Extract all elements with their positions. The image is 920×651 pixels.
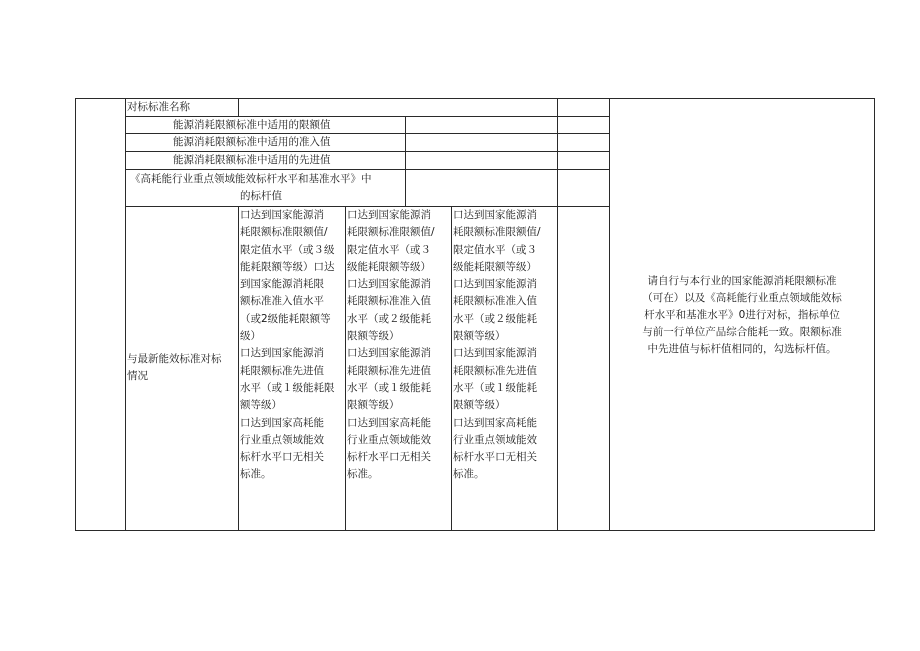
rule-option-col1-left <box>238 206 239 531</box>
rule-top <box>75 98 875 99</box>
rule-outer-right <box>874 98 875 531</box>
rule-narrow-col-left <box>557 98 558 531</box>
note-line-1: 请自行与本行业的国家能源消耗限额标准 <box>647 275 837 287</box>
option-column-1: 口达到国家能源消 耗限额标准限额值/ 限定值水平（或３级 能耗限额等级）口达 到国家能源消耗限 额标准准入值水平 （或2级能耗限额等 级） 口达到国家能源消 耗限额标准先进值 水平（或１级能耗限 额等级） 口达到国家高耗能 行业重点领域能效 标杆水平口无相关 标准。 <box>240 209 335 481</box>
option-column-2: 口达到国家能源消 耗限额标准限额值/ 限定值水平（或３ 级能耗限额等级） 口达到国家能源消 耗限额标准准入值 水平（或２级能耗 限额等级） 口达到国家能源消 耗限额标准先进值 水平（或１级能耗 限额等级） 口达到国家高耗能 行业重点领域能效 标杆水平口无相关 标准。 <box>347 209 435 481</box>
rule-option-col3-left <box>451 206 452 531</box>
note-line-3: 杆水平和基准水平》0进行对标，指标单位 <box>644 309 840 321</box>
benchmark-value-label-line2: 的标杆值 <box>240 190 282 202</box>
rule-bottom <box>75 530 875 531</box>
benchmark-name-label: 对标标准名称 <box>127 101 190 113</box>
comparison-label-line2: 情况 <box>127 370 148 382</box>
rule-note-left <box>609 98 610 531</box>
limit-value-label: 能源消耗限额标准中适用的限额值 <box>173 119 331 131</box>
rule-outer-left <box>75 98 76 531</box>
entry-value-label: 能源消耗限额标准中适用的准入值 <box>173 136 331 148</box>
rule-name-value <box>238 98 239 117</box>
advanced-value-label: 能源消耗限额标准中适用的先进值 <box>173 154 331 166</box>
benchmark-value-label-line1: 《高耗能行业重点领域能效标杆水平和基准水平》中 <box>130 173 372 185</box>
rule-row4 <box>125 169 609 170</box>
rule-label-left <box>125 98 126 531</box>
comparison-label-line1: 与最新能效标准对标 <box>127 353 222 365</box>
note-line-5: 中先进值与标杆值相同的，勾选标杆值。 <box>647 343 837 355</box>
note-line-2: （可在）以及《高耗能行业重点领域能效标 <box>642 292 842 304</box>
note-line-4: 与前一行单位产品综合能耗一致。限额标准 <box>642 326 842 338</box>
rule-values-mid <box>405 116 406 207</box>
option-column-3: 口达到国家能源消 耗限额标准限额值/ 限定值水平（或３ 级能耗限额等级） 口达到国家能源消 耗限额标准准入值 水平（或２级能耗 限额等级） 口达到国家能源消 耗限额标准先进值 水平（或１级能耗 限额等级） 口达到国家高耗能 行业重点领域能效 标杆水平口无相关 标准。 <box>453 209 541 481</box>
